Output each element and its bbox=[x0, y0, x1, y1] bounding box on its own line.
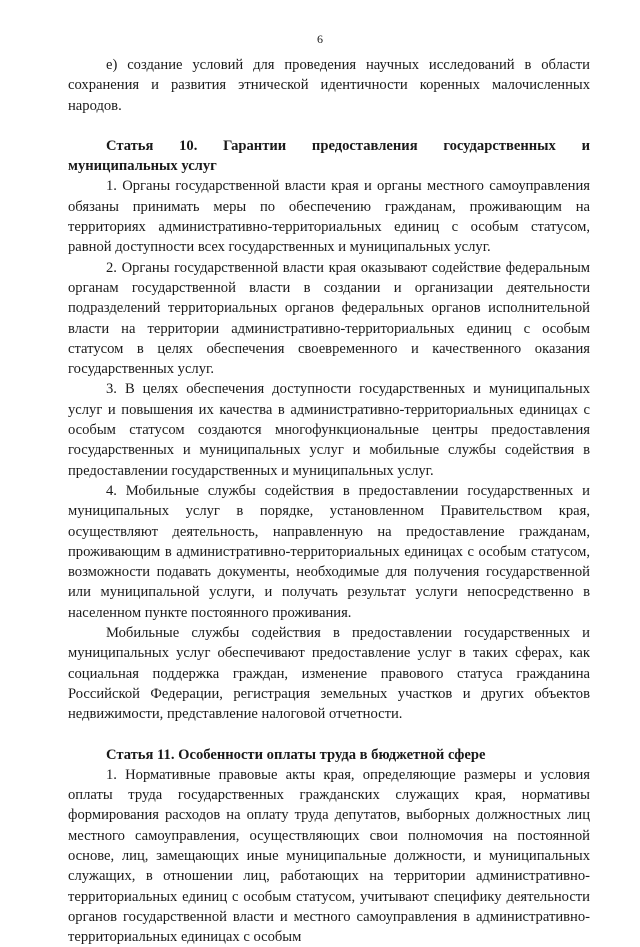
heading-word: предоставления bbox=[312, 136, 418, 156]
article-10-heading-line2: муниципальных услуг bbox=[68, 156, 590, 176]
page-number: 6 bbox=[0, 32, 640, 47]
document-body bbox=[68, 55, 590, 947]
section-gap bbox=[68, 725, 590, 745]
heading-word: 10. bbox=[179, 136, 197, 156]
heading-word: государственных bbox=[443, 136, 556, 156]
heading-word: и bbox=[582, 136, 590, 156]
section-gap bbox=[68, 116, 590, 136]
article-11 bbox=[68, 745, 590, 947]
article-10-paragraph-3: 3. В целях обеспечения доступности государственных и муниципальных услуг и повышения их качества в административно-территориальных единицах с особым статусом создаются многофункциональные центры предоставления государственных и муниципальных услуг и мобильные службы содействия в предоставлении государственных и муниципальных услуг. bbox=[68, 379, 590, 480]
article-11-paragraph-1: 1. Нормативные правовые акты края, определяющие размеры и условия оплаты труда государственных гражданских служащих края, нормативы формирования расходов на оплату труда депутатов, выборных должностных лиц местного самоуправления, осуществляющих свои полномочия на постоянной основе, лиц, замещающих иные муниципальные должности, и муниципальных служащих, в отношении лиц, работающих на территории административно-территориальных единиц с особым статусом, учитывают специфику деятельности органов государственной власти и местного самоуправления в административно-территориальных единицах с особым bbox=[68, 765, 590, 947]
article-10-paragraph-2: 2. Органы государственной власти края оказывают содействие федеральным органам государственной власти в создании и организации деятельности подразделений территориальных органов федеральных органов исполнительной власти на территории административно-территориальных единиц с особым статусом в целях обеспечения своевременного и качественного оказания государственных услуг. bbox=[68, 258, 590, 380]
heading-word: Гарантии bbox=[223, 136, 286, 156]
article-10-paragraph-1: 1. Органы государственной власти края и органы местного самоуправления обязаны принимать меры по обеспечению гражданам, проживающим на территориях административно-территориальных единиц с особым статусом, равной доступности всех государственных и муниципальных услуг. bbox=[68, 176, 590, 257]
article-10-paragraph-4: 4. Мобильные службы содействия в предоставлении государственных и муниципальных услуг в порядке, установленном Правительством края, осуществляют деятельность, направленную на предоставление гражданам, проживающим в административно-территориальных единицах с особым статусом, возможности подавать документы, необходимые для получения государственной или муниципальной услуги, и получать результат услуги непосредственно в населенном пункте постоянного проживания. bbox=[68, 481, 590, 623]
heading-word: Статья bbox=[106, 136, 153, 156]
article-10-paragraph-5: Мобильные службы содействия в предоставлении государственных и муниципальных услуг обеспечивают предоставление услуг в таких сферах, как социальная поддержка граждан, изменение правового статуса гражданина Российской Федерации, регистрация земельных участков и других объектов недвижимости, представление налоговой отчетности. bbox=[68, 623, 590, 724]
article-10 bbox=[68, 136, 590, 725]
intro-paragraph: е) создание условий для проведения научных исследований в области сохранения и развития этнической идентичности коренных малочисленных народов. bbox=[68, 55, 590, 116]
article-11-heading: Статья 11. Особенности оплаты труда в бюджетной сфере bbox=[68, 745, 590, 765]
article-10-heading-line1 bbox=[68, 136, 590, 156]
